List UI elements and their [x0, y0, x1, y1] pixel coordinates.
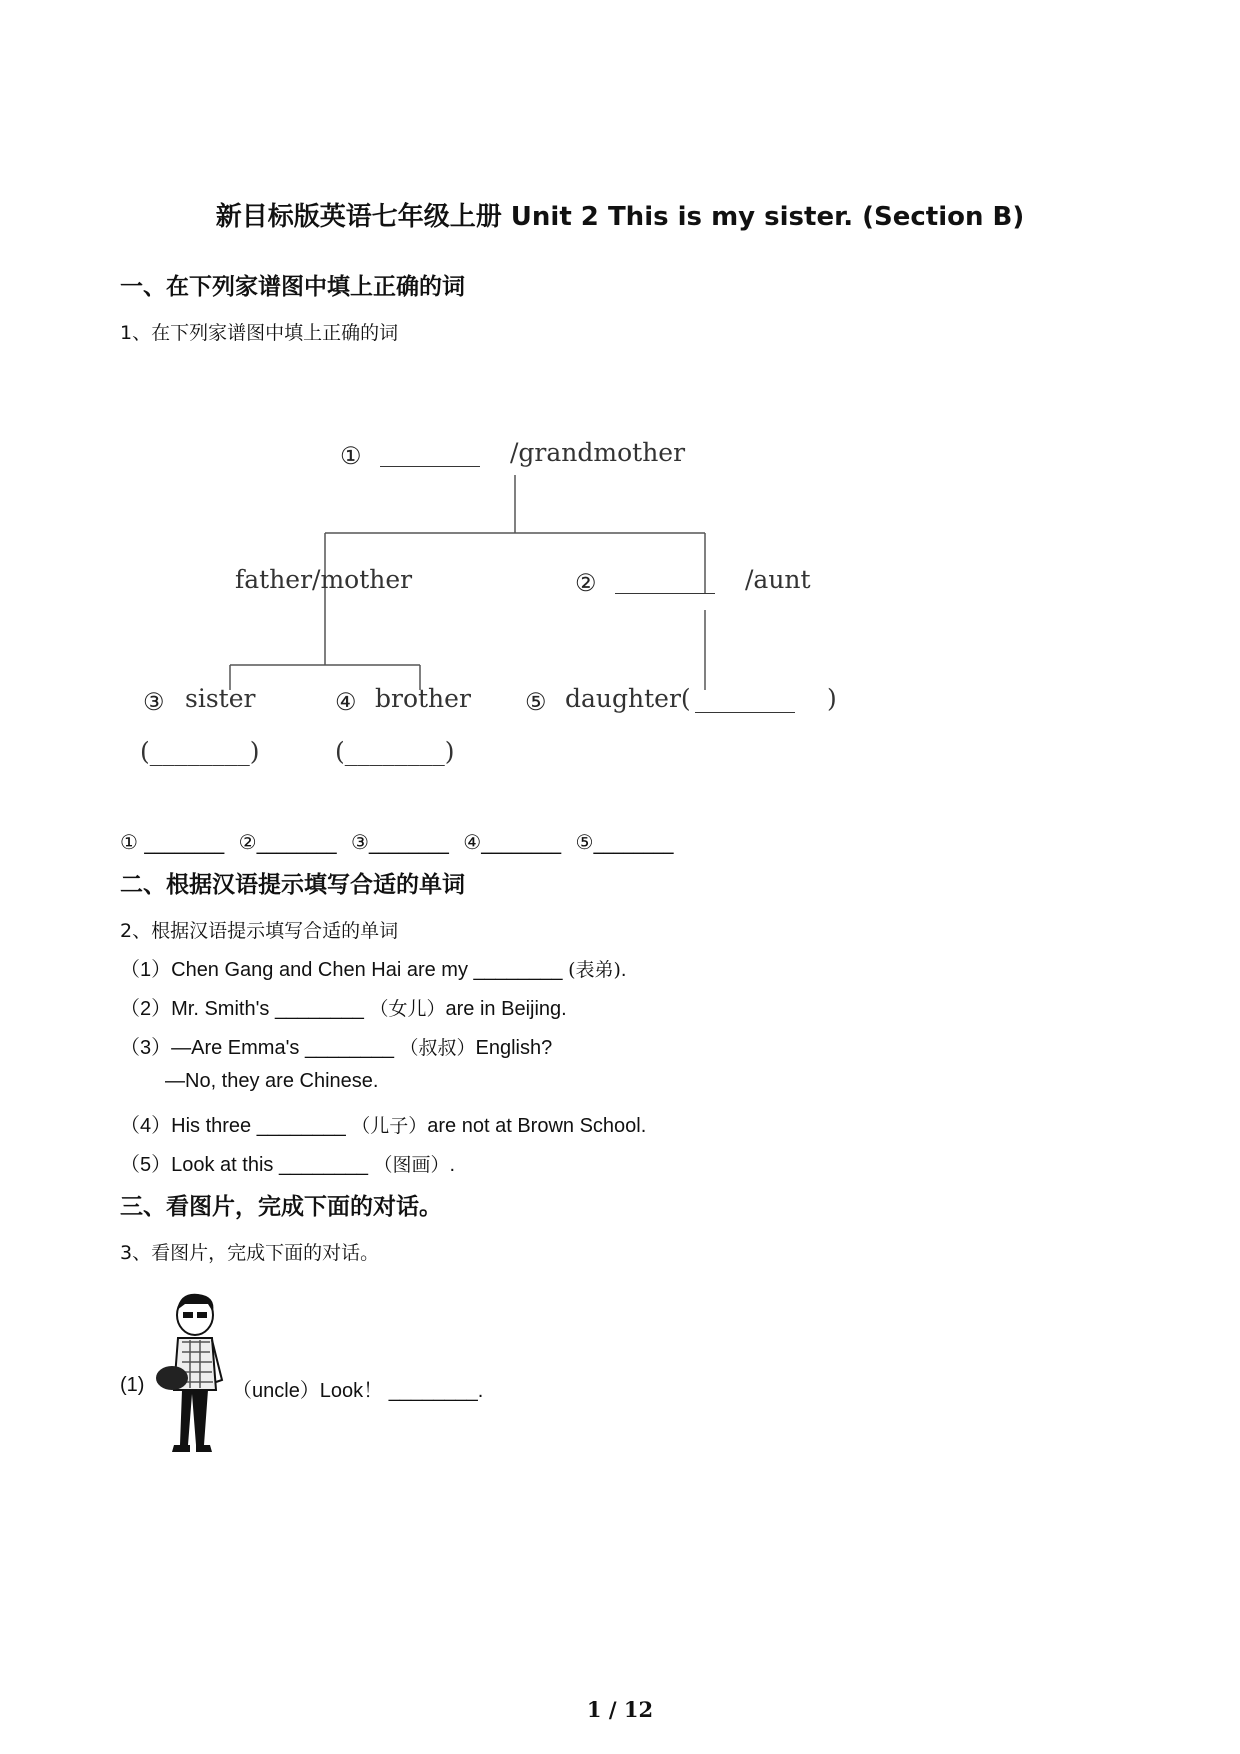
item-hint: （儿子） [351, 1115, 428, 1137]
page-number: 1 / 12 [586, 1697, 654, 1722]
tree-brother-blank: (________) [335, 737, 455, 766]
answer-blanks [120, 830, 681, 854]
tree-aunt-label: /aunt [745, 565, 811, 594]
tree-daughter-label: daughter( [565, 684, 691, 713]
item-hint: （女儿） [369, 998, 446, 1020]
list-item [120, 1109, 646, 1138]
tree-number-1: ① [340, 442, 362, 470]
item-number: (1) [120, 1374, 145, 1396]
list-item [120, 992, 567, 1021]
section2-heading: 二、根据汉语提示填写合适的单词 [120, 872, 465, 898]
item-text: （4）His three ________ [120, 1115, 352, 1137]
tree-right-blank: ________ [615, 565, 715, 594]
section3-heading: 三、看图片，完成下面的对话。 [120, 1194, 442, 1220]
tree-brother-label: brother [375, 684, 471, 713]
family-tree-diagram [135, 425, 895, 795]
section1-heading: 一、在下列家谱图中填上正确的词 [120, 274, 465, 300]
tree-top-blank: ________ [380, 438, 480, 467]
list-item [120, 1148, 455, 1177]
item-suffix: English? [475, 1037, 553, 1059]
item-text: （2）Mr. Smith's ________ [120, 998, 370, 1020]
answer-blank-5[interactable]: ⑤________ [575, 830, 674, 854]
item-hint: （叔叔） [399, 1037, 476, 1059]
answer-blank-3[interactable]: ③________ [350, 830, 449, 854]
item-suffix: . [620, 959, 627, 981]
section3-question: 3、看图片，完成下面的对话。 [120, 1242, 380, 1264]
answer-blank-2[interactable]: ②________ [238, 830, 337, 854]
tree-number-3: ③ [143, 688, 165, 716]
item-suffix: are in Beijing. [445, 998, 567, 1020]
tree-number-5: ⑤ [525, 688, 547, 716]
answer-blank-1[interactable]: ① ________ [120, 830, 225, 854]
item-hint: （图画） [373, 1154, 450, 1176]
tree-parents-label: father/mother [235, 565, 413, 594]
answer-blank-4[interactable]: ④________ [463, 830, 562, 854]
item-text: （1）Chen Gang and Chen Hai are my ________ [120, 959, 569, 981]
page-title: 新目标版英语七年级上册 Unit 2 This is my sister. (Section B) [215, 202, 1025, 232]
section2-question: 2、根据汉语提示填写合适的单词 [120, 920, 399, 942]
tree-number-4: ④ [335, 688, 357, 716]
tree-grandmother-label: /grandmother [510, 438, 686, 467]
list-item [120, 1031, 552, 1060]
list-item [165, 1070, 378, 1093]
section1-question: 1、在下列家谱图中填上正确的词 [120, 322, 399, 344]
item-suffix: are not at Brown School. [427, 1115, 647, 1137]
item-text: —No, they are Chinese. [165, 1070, 379, 1092]
tree-number-2: ② [575, 569, 597, 597]
dialogue-item-1: （uncle）Look！ ________. [232, 1380, 484, 1402]
item-text: （3）—Are Emma's ________ [120, 1037, 400, 1059]
tree-close-paren: ) [827, 684, 837, 713]
item-hint: (表弟) [568, 959, 621, 981]
item-suffix: . [449, 1154, 456, 1176]
tree-daughter-blank: ________ [695, 684, 795, 713]
tree-sister-blank: (________) [140, 737, 260, 766]
tree-sister-label: sister [185, 684, 256, 713]
list-item [120, 953, 626, 982]
item-text: （5）Look at this ________ [120, 1154, 374, 1176]
